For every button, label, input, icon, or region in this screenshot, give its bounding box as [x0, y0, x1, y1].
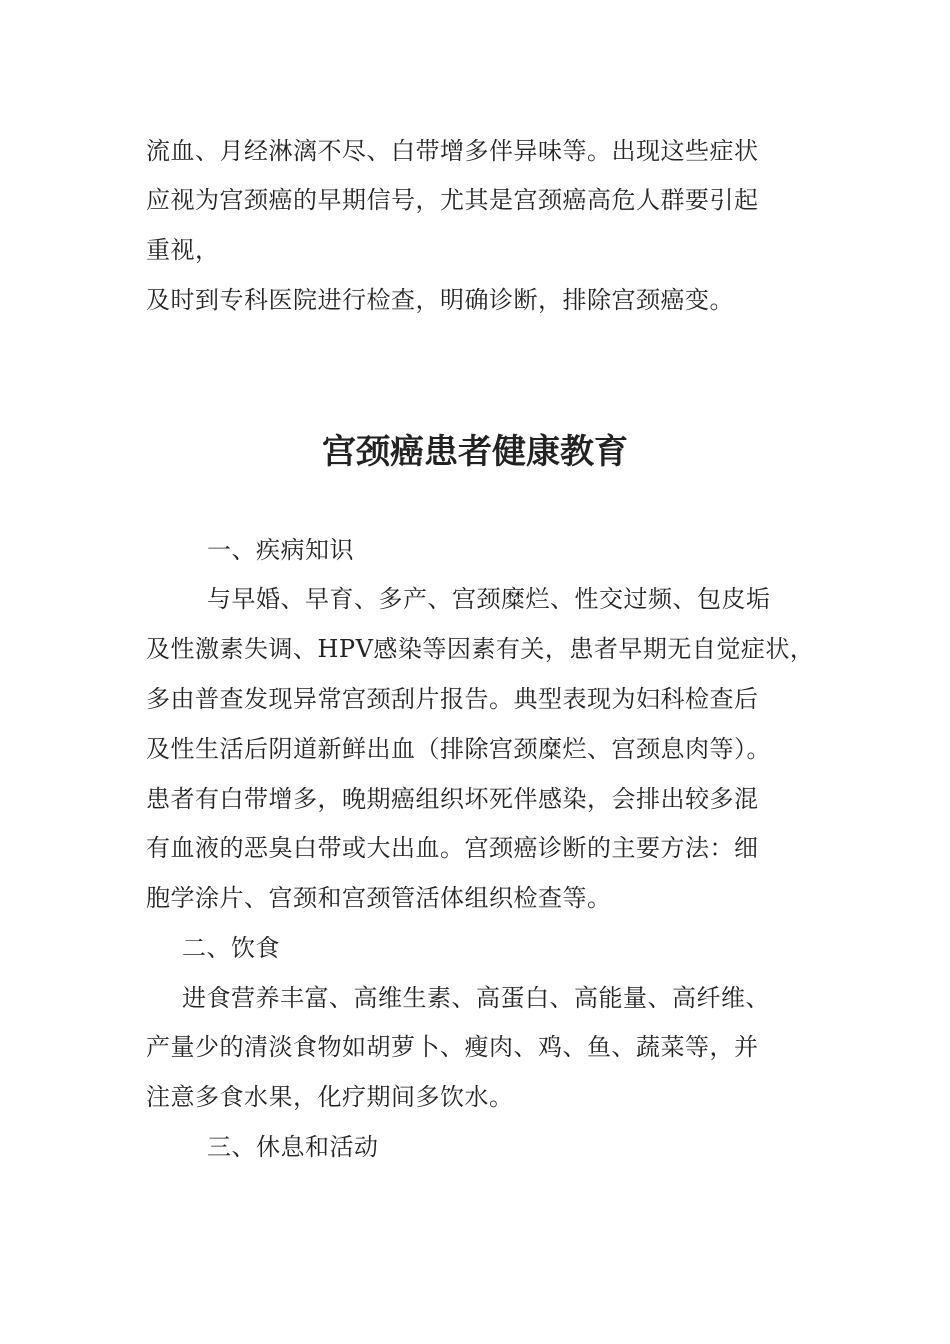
section2-line-2: 产量少的清淡食物如胡萝卜、瘦肉、鸡、鱼、蔬菜等，并	[146, 1033, 759, 1061]
intro-line-4: 及时到专科医院进行检查，明确诊断，排除宫颈癌变。	[146, 286, 734, 314]
section1-line-6: 有血液的恶臭白带或大出血。宫颈癌诊断的主要方法：细	[146, 834, 759, 862]
section2-line-1: 进食营养丰富、高维生素、高蛋白、高能量、高纤维、	[182, 984, 770, 1012]
intro-line-3: 重视，	[146, 236, 220, 264]
section2-line-3: 注意多食水果，化疗期间多饮水。	[146, 1083, 514, 1111]
page-title: 宫颈癌患者健康教育	[322, 432, 628, 472]
section1-line-1: 与早婚、早育、多产、宫颈糜烂、性交过频、包皮垢	[207, 585, 771, 613]
section1-line-3: 多由普查发现异常宫颈刮片报告。典型表现为妇科检查后	[146, 685, 759, 713]
section1-line-4: 及性生活后阴道新鲜出血（排除宫颈糜烂、宫颈息肉等）。	[146, 735, 771, 763]
section2-heading: 二、饮食	[182, 934, 280, 962]
intro-line-1: 流血、月经淋漓不尽、白带增多伴异味等。出现这些症状	[146, 137, 759, 165]
section1-line-5: 患者有白带增多，晚期癌组织坏死伴感染，会排出较多混	[146, 785, 759, 813]
section1-line-2: 及性激素失调、HPV感染等因素有关，患者早期无自觉症状，	[146, 635, 815, 663]
section1-heading: 一、疾病知识	[207, 536, 354, 564]
intro-line-2: 应视为宫颈癌的早期信号，尤其是宫颈癌高危人群要引起	[146, 186, 759, 214]
section3-heading: 三、休息和活动	[207, 1133, 379, 1161]
section1-line-7: 胞学涂片、宫颈和宫颈管活体组织检查等。	[146, 884, 612, 912]
